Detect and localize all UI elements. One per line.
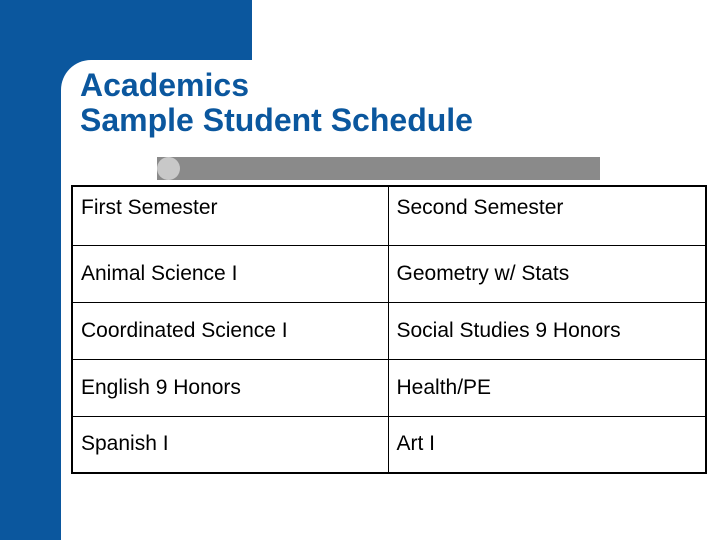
title-divider-cap xyxy=(157,157,180,180)
header-first-semester: First Semester xyxy=(72,186,388,245)
second-semester-course: Social Studies 9 Honors xyxy=(388,302,706,359)
title-line-1: Academics xyxy=(80,67,249,103)
first-semester-course: Animal Science I xyxy=(72,245,388,302)
header-second-semester: Second Semester xyxy=(388,186,706,245)
schedule-table xyxy=(71,185,707,474)
table-row xyxy=(72,359,706,416)
second-semester-course: Art I xyxy=(388,416,706,473)
table-header-row xyxy=(72,186,706,245)
first-semester-course: Coordinated Science I xyxy=(72,302,388,359)
table-row xyxy=(72,416,706,473)
first-semester-course: Spanish I xyxy=(72,416,388,473)
slide-title xyxy=(80,68,700,138)
title-divider-bar xyxy=(157,157,600,180)
table-row xyxy=(72,302,706,359)
second-semester-course: Geometry w/ Stats xyxy=(388,245,706,302)
table-row xyxy=(72,245,706,302)
title-line-2: Sample Student Schedule xyxy=(80,102,473,138)
first-semester-course: English 9 Honors xyxy=(72,359,388,416)
second-semester-course: Health/PE xyxy=(388,359,706,416)
